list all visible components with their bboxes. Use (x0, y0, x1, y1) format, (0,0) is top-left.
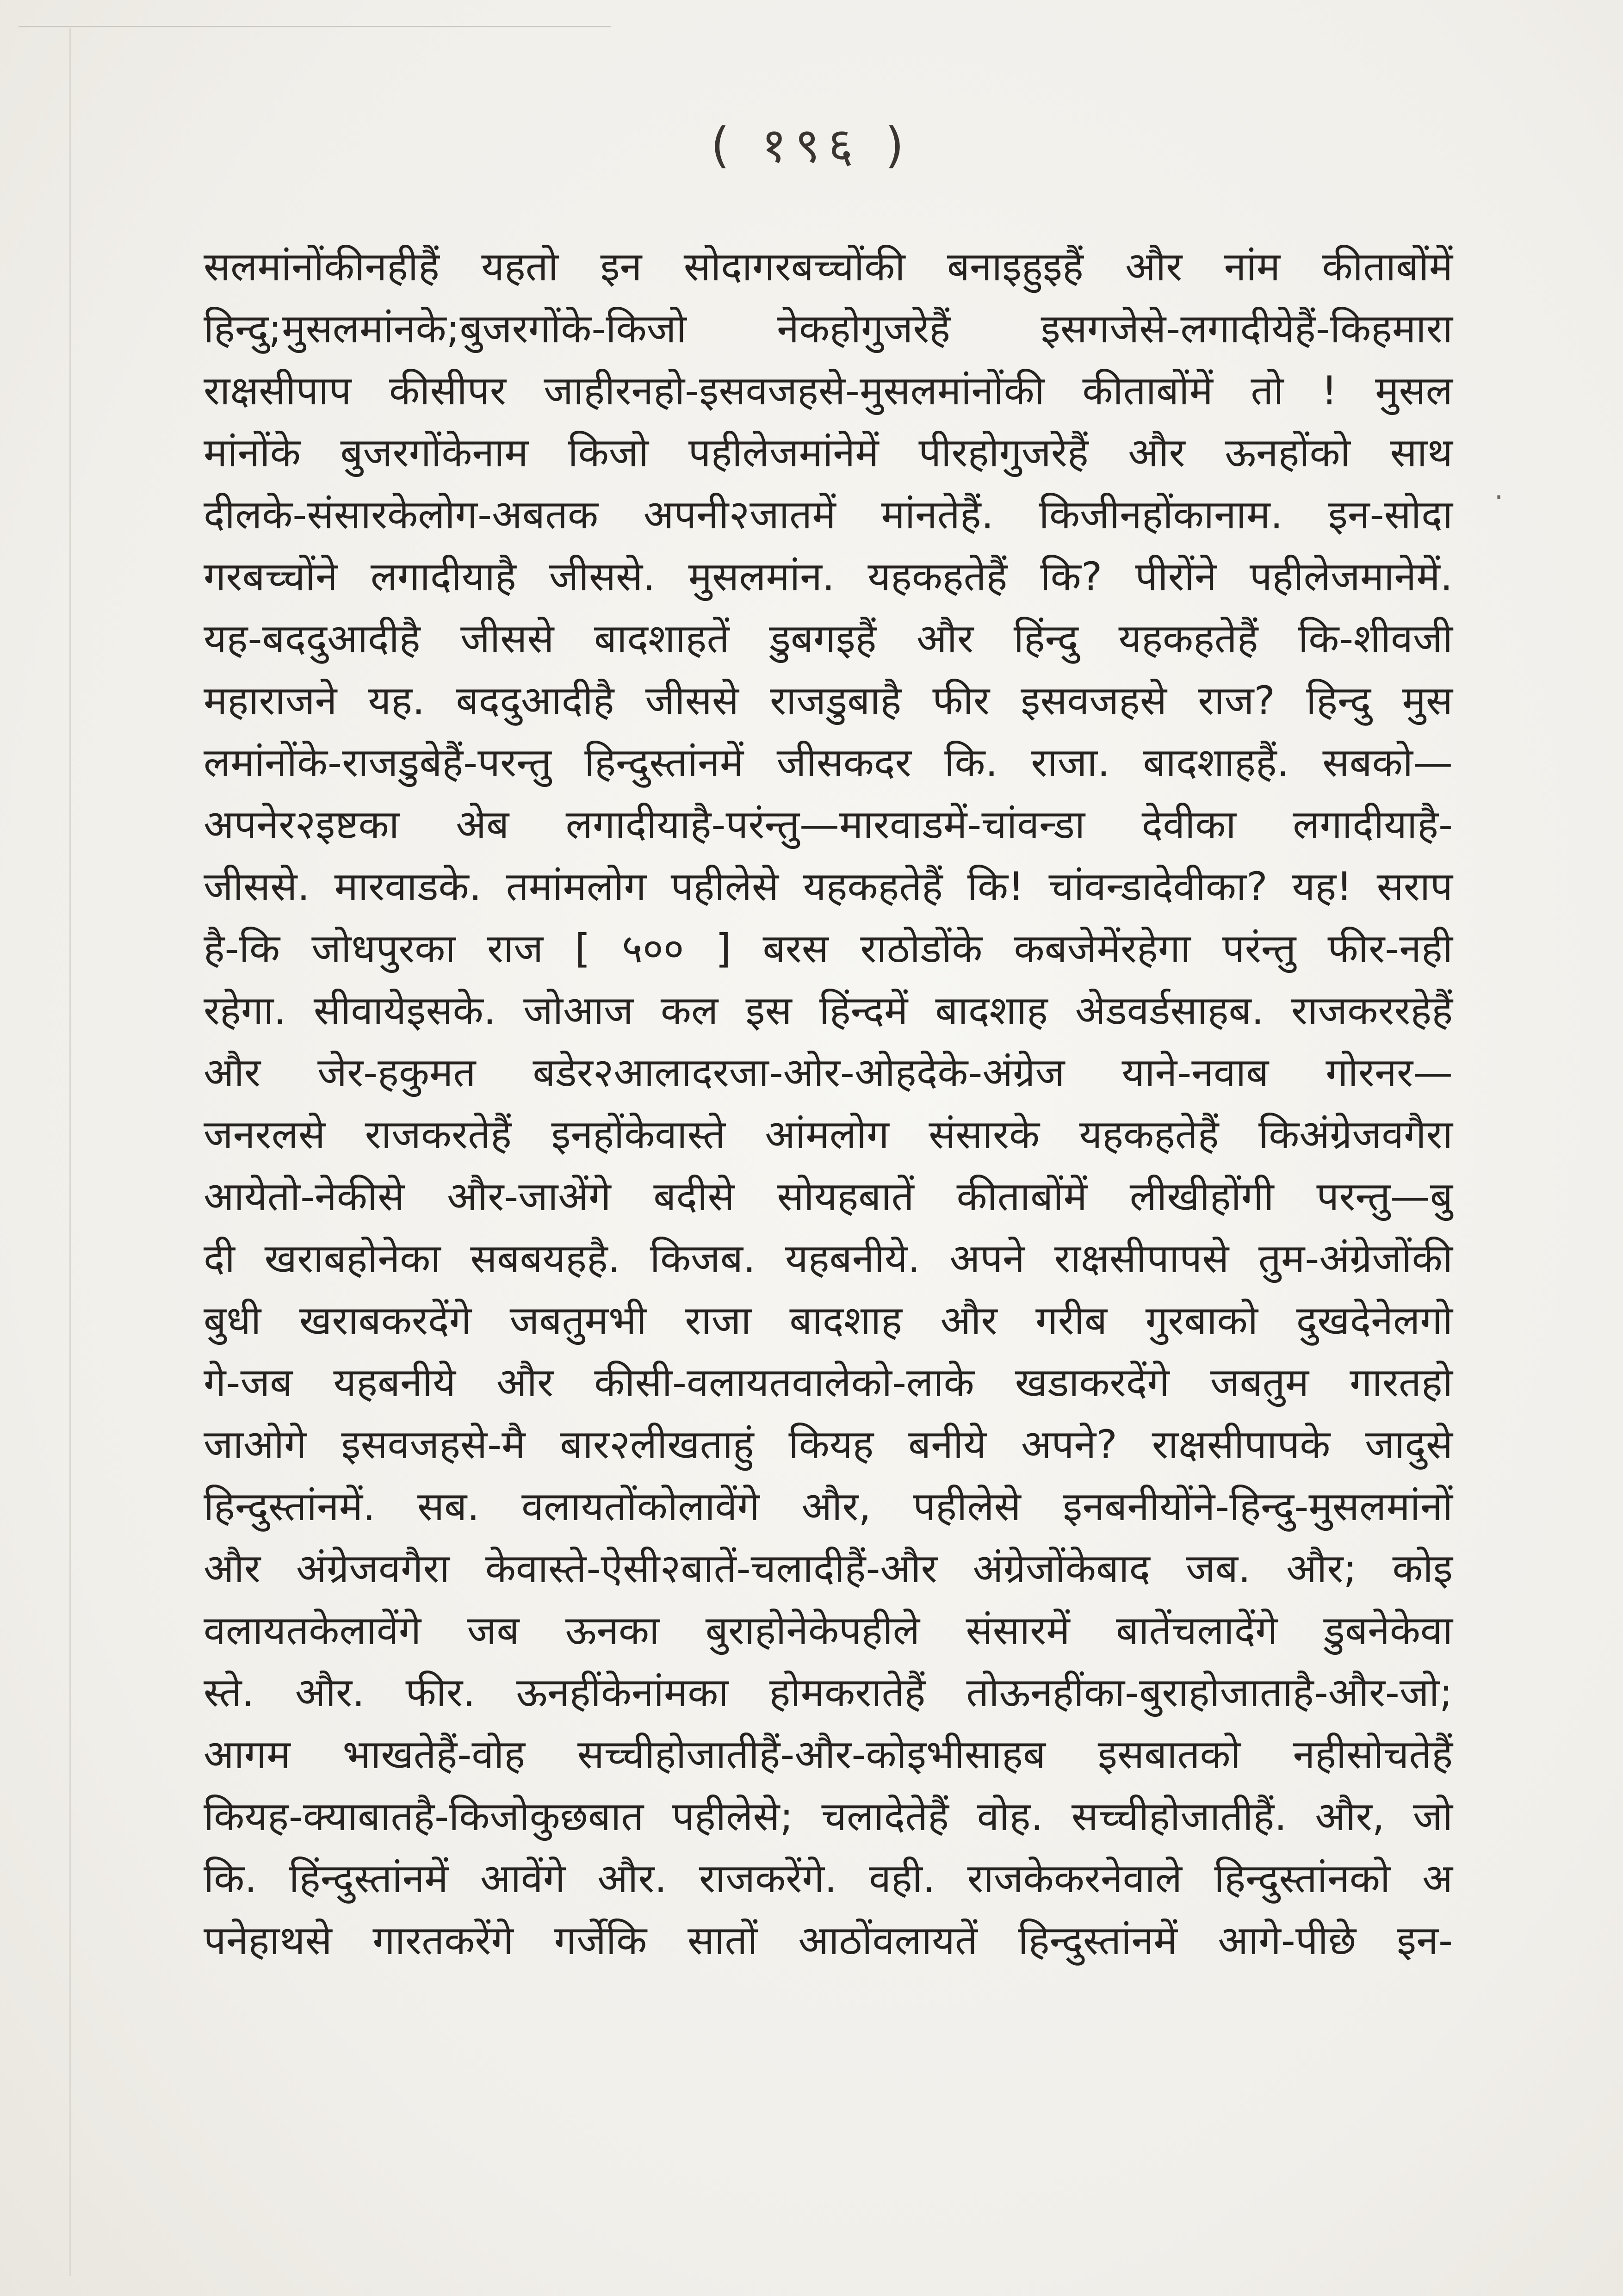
text-line: लमांनोंके-राजडुबेहैं-परन्तु हिन्दुस्तांनमें जीसकदर कि. राजा. बादशाहहैं. सबको— (204, 740, 1453, 786)
margin-speck: · (1494, 481, 1504, 514)
text-line: महाराजने यह. बददुआदीहै जीससे राजडुबाहै फीर इसवजहसे राज? हिन्दु मुस (204, 678, 1453, 724)
text-line: रहेगा. सीवायेइसके. जोआज कल इस हिंन्दमें बादशाह अेडवर्डसाहब. राजकररहेहैं (204, 988, 1453, 1034)
text-line: दीलके-संसारकेलोग-अबतक अपनी२जातमें मांनतेहैं. किजीनहोंकानाम. इन-सोदा (204, 492, 1453, 538)
text-line: हिन्दु;मुसलमांनके;बुजरगोंके-किजो नेकहोगुजरेहैं इसगजेसे-लगादीयेहैं-किहमारा (204, 306, 1453, 352)
text-line: जीससे. मारवाडके. तमांमलोग पहीलेसे यहकहतेहैं कि! चांवन्डादेवीका? यह! सराप (204, 864, 1453, 910)
text-line: स्ते. और. फीर. ऊनहींकेनांमका होमकरातेहैं तोऊनहींका-बुराहोजाताहै-और-जो; (204, 1670, 1453, 1716)
text-line: सलमांनोंकीनहीहैं यहतो इन सोदागरबच्चोंकी बनाइहुइहैं और नांम कीताबोंमें (204, 244, 1453, 290)
text-line: हिन्दुस्तांनमें. सब. वलायतोंकोलावेंगे और, पहीलेसे इनबनीयोंने-हिन्दु-मुसलमांनों (204, 1484, 1453, 1530)
text-line: मांनोंके बुजरगोंकेनाम किजो पहीलेजमांनेमें पीरहोगुजरेहैं और ऊनहोंको साथ (204, 430, 1453, 476)
text-line: यह-बददुआदीहै जीससे बादशाहतें डुबगइहैं और हिंन्दु यहकहतेहैं कि-शीवजी (204, 616, 1453, 662)
text-line: जाओगे इसवजहसे-मै बार२लीखताहुं कियह बनीये अपने? राक्षसीपापके जादुसे (204, 1422, 1453, 1468)
top-edge-rule (19, 26, 611, 27)
text-line: पनेहाथसे गारतकरेंगे गर्जेकि सातों आठोंवलायतें हिन्दुस्तांनमें आगे-पीछे इन- (204, 1918, 1453, 1964)
text-line: दी खराबहोनेका सबबयहहै. किजब. यहबनीये. अपने राक्षसीपापसे तुम-अंग्रेजोंकी (204, 1236, 1453, 1282)
text-line: अपनेर२इष्टका अेब लगादीयाहै-परंन्तु—मारवाडमें-चांवन्डा देवीका लगादीयाहै- (204, 802, 1453, 848)
text-line: और जेर-हकुमत बडेर२आलादरजा-ओर-ओहदेके-अंग्रेज याने-नवाब गोरनर— (204, 1050, 1453, 1096)
text-line: कि. हिंन्दुस्तांनमें आवेंगे और. राजकरेंगे. वही. राजकेकरनेवाले हिन्दुस्तांनको अ (204, 1856, 1453, 1902)
text-line: वलायतकेलावेंगे जब ऊनका बुराहोनेकेपहीले संसारमें बातेंचलादेंगे डुबनेकेवा (204, 1608, 1453, 1654)
text-line: जनरलसे राजकरतेहैं इनहोंकेवास्ते आंमलोग संसारके यहकहतेहैं किअंग्रेजवगैरा (204, 1112, 1453, 1158)
text-line: आगम भाखतेहैं-वोह सच्चीहोजातीहैं-और-कोइभीसाहब इसबातको नहीसोचतेहैं (204, 1732, 1453, 1778)
text-line: राक्षसीपाप कीसीपर जाहीरनहो-इसवजहसे-मुसलमांनोंकी कीताबोंमें तो ! मुसल (204, 368, 1453, 414)
text-line: आयेतो-नेकीसे और-जाअेंगे बदीसे सोयहबातें कीताबोंमें लीखीहोंगी परन्तु—बु (204, 1174, 1453, 1220)
body-text (204, 236, 1453, 1972)
text-line: बुधी खराबकरदेंगे जबतुमभी राजा बादशाह और गरीब गुरबाको दुखदेनेलगो (204, 1298, 1453, 1344)
text-line: और अंग्रेजवगैरा केवास्ते-ऐसी२बातें-चलादीहैं-और अंग्रेजोंकेबाद जब. और; कोइ (204, 1546, 1453, 1592)
text-line: है-कि जोधपुरका राज [ ५०० ] बरस राठोडोंके कबजेमेंरहेगा परंन्तु फीर-नही (204, 926, 1453, 972)
page-number: ( १९६ ) (711, 117, 912, 173)
left-margin-rule (69, 28, 71, 2276)
text-line: गे-जब यहबनीये और कीसी-वलायतवालेको-लाके खडाकरदेंगे जबतुम गारतहो (204, 1360, 1453, 1406)
text-line: कियह-क्याबातहै-किजोकुछबात पहीलेसे; चलादेतेहैं वोह. सच्चीहोजातीहैं. और, जो (204, 1794, 1453, 1840)
text-line: गरबच्चोंने लगादीयाहै जीससे. मुसलमांन. यहकहतेहैं कि? पीरोंने पहीलेजमानेमें. (204, 554, 1453, 600)
